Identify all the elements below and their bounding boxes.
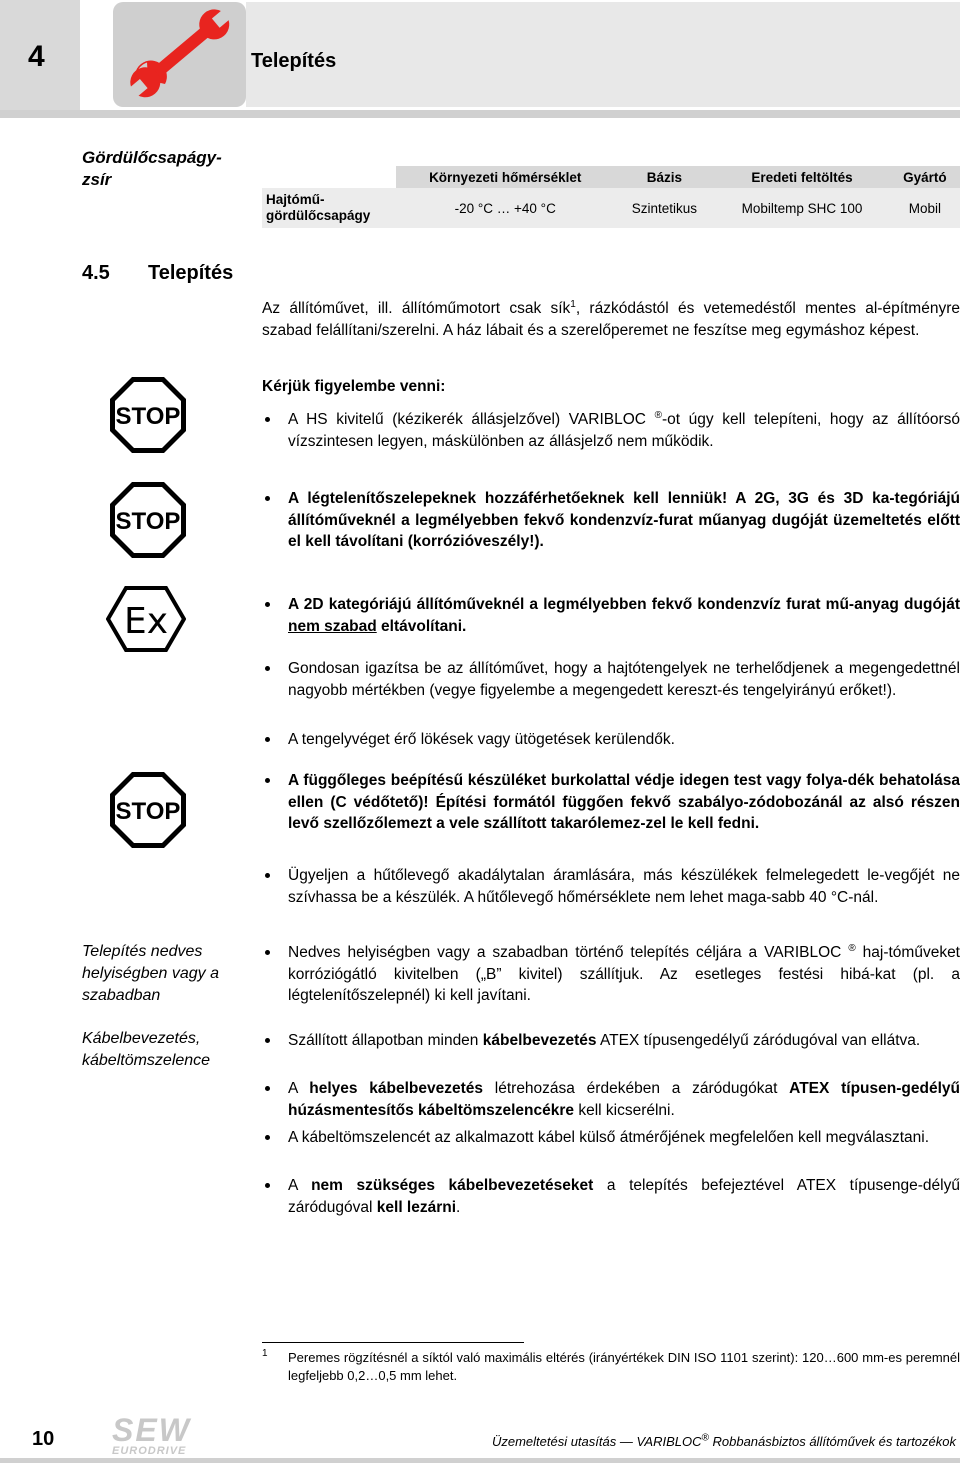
- footer-rule: [0, 1458, 960, 1463]
- table-header: Gyártó: [890, 166, 960, 188]
- chapter-number: 4: [28, 40, 45, 73]
- document-title: Üzemeltetési utasítás — VARIBLOC® Robbanásbiztos állítóművek és tartozékok: [491, 1432, 956, 1449]
- stop-icon: [108, 770, 188, 850]
- intro-paragraph: Az állítóművet, ill. állítóműmotort csak sík$^1$, rázkódástól és vetemedéstől mentes al-építményre szabad felállítani/szerelni. A ház lábait és a szerelőperemet ne feszítse meg egymáshoz képest.: [262, 298, 960, 339]
- side-label-cable-entry: Kábelbevezetés, kábeltömszelence: [82, 1030, 211, 1069]
- table-header: Eredeti feltöltés: [714, 166, 890, 188]
- section-title: Telepítés: [148, 262, 234, 284]
- sew-eurodrive-logo: SEW EURODRIVE: [112, 1412, 191, 1457]
- svg-text:Ex: Ex: [123, 601, 169, 642]
- table-cell: Mobil: [890, 188, 960, 228]
- table-cell: Mobiltemp SHC 100: [714, 188, 890, 228]
- footnote-ref[interactable]: 1: [570, 298, 576, 310]
- list-item: A nem szükséges kábelbevezetéseket a telepítés befejeztével ATEX típusenge-délyű záródugóval kell lezárni.: [262, 1175, 960, 1218]
- bearing-side-label: Gördülőcsapágy-zsír: [82, 148, 222, 189]
- section-number: 4.5: [82, 262, 110, 284]
- table-header: Bázis: [614, 166, 714, 188]
- wrench-icon: [113, 2, 246, 107]
- list-item: A tengelyvéget érő lökések vagy ütögetések kerülendők.: [262, 729, 960, 751]
- table-cell: -20 °C … +40 °C: [396, 188, 614, 228]
- stop-icon: [108, 375, 188, 455]
- side-label-wet-location: Telepítés nedves helyiségben vagy a szabadban: [82, 943, 219, 1004]
- list-item: Nedves helyiségben vagy a szabadban történő telepítés céljára a VARIBLOC ® haj-tóműveket korróziógátló kivitelben („B” kivitel) szállítjuk. Az esetleges festési hibá-kat (pl. a légtelenítőszelepnél) ki kell javítani.: [262, 942, 960, 1007]
- list-item: A kábeltömszelencét az alkalmazott kábel külső átmérőjének megfelelően kell megválasztani.: [262, 1127, 960, 1149]
- list-item: A függőleges beépítésű készüléket burkolattal védje idegen test vagy folya-dék behatolása ellen (C védőtető)! Építési formától függően fekvő szabályo-zódobozánál az alsó részen levő szellőzőlemezt a vele szállított takarólemez-zel le kell fedni.: [262, 770, 960, 835]
- note-heading: Kérjük figyelembe venni:: [262, 378, 446, 395]
- footnote-text: Peremes rögzítésnél a síktól való maximális eltérés (irányértékek DIN ISO 1101 szerint): 120…600 mm-es peremnél legfeljebb 0,2…0,5 mm lehet.: [288, 1350, 960, 1383]
- table-cell: Szintetikus: [614, 188, 714, 228]
- list-item: Gondosan igazítsa be az állítóművet, hogy a hajtótengelyek ne terhelődjenek a megengedettnél nagyobb mértékben (vegye figyelembe a megengedett kereszt-és tengelyirányú erőket!).: [262, 658, 960, 701]
- svg-text:STOP: STOP: [115, 403, 181, 430]
- stop-icon: [108, 480, 188, 560]
- bullet-list: [262, 0, 960, 1300]
- list-item: A 2D kategóriájú állítóműveknél a legmélyebben fekvő kondenzvíz furat mű-anyag dugóját nem szabad eltávolítani.: [262, 594, 960, 637]
- list-item: A légtelenítőszelepeknek hozzáférhetőeknek kell lenniük! A 2G, 3G és 3D ka-tegóriájú állítóműveknél a legmélyebben fekvő kondenzvíz-furat műanyag dugóját üzemeltetés előtt el kell távolítani (korrózióveszély!).: [262, 488, 960, 553]
- table-row-header: Hajtómű-gördülőcsapágy: [262, 188, 396, 228]
- svg-text:STOP: STOP: [115, 798, 181, 825]
- table-header: Környezeti hőmérséklet: [396, 166, 614, 188]
- svg-text:STOP: STOP: [115, 508, 181, 535]
- list-item: Ügyeljen a hűtőlevegő akadálytalan áramlására, más készülékek felmelegedett le-vegőjét ne szívhassa be a készülék. A hűtőlevegő hőmérséklete nem lehet maga-sabb 40 °C-nál.: [262, 865, 960, 908]
- footnote-number: 1: [262, 1348, 268, 1359]
- list-item: A helyes kábelbevezetés létrehozása érdekében a záródugókat ATEX típusen-gedélyű húzásmentesítős kábeltömszelencékre kell kicserélni.: [262, 1078, 960, 1121]
- chapter-title: Telepítés: [251, 50, 337, 72]
- page-number: 10: [32, 1428, 55, 1450]
- ex-hazard-icon: [106, 586, 186, 652]
- list-item: A HS kivitelű (kézikerék állásjelzővel) VARIBLOC ®-ot úgy kell telepíteni, hogy az állítóorsó vízszintesen legyen, máskülönben az állásjelző nem működik.: [262, 409, 960, 452]
- list-item: Szállított állapotban minden kábelbevezetés ATEX típusengedélyű záródugóval van ellátva.: [262, 1030, 960, 1052]
- footnote-rule: [262, 1342, 524, 1343]
